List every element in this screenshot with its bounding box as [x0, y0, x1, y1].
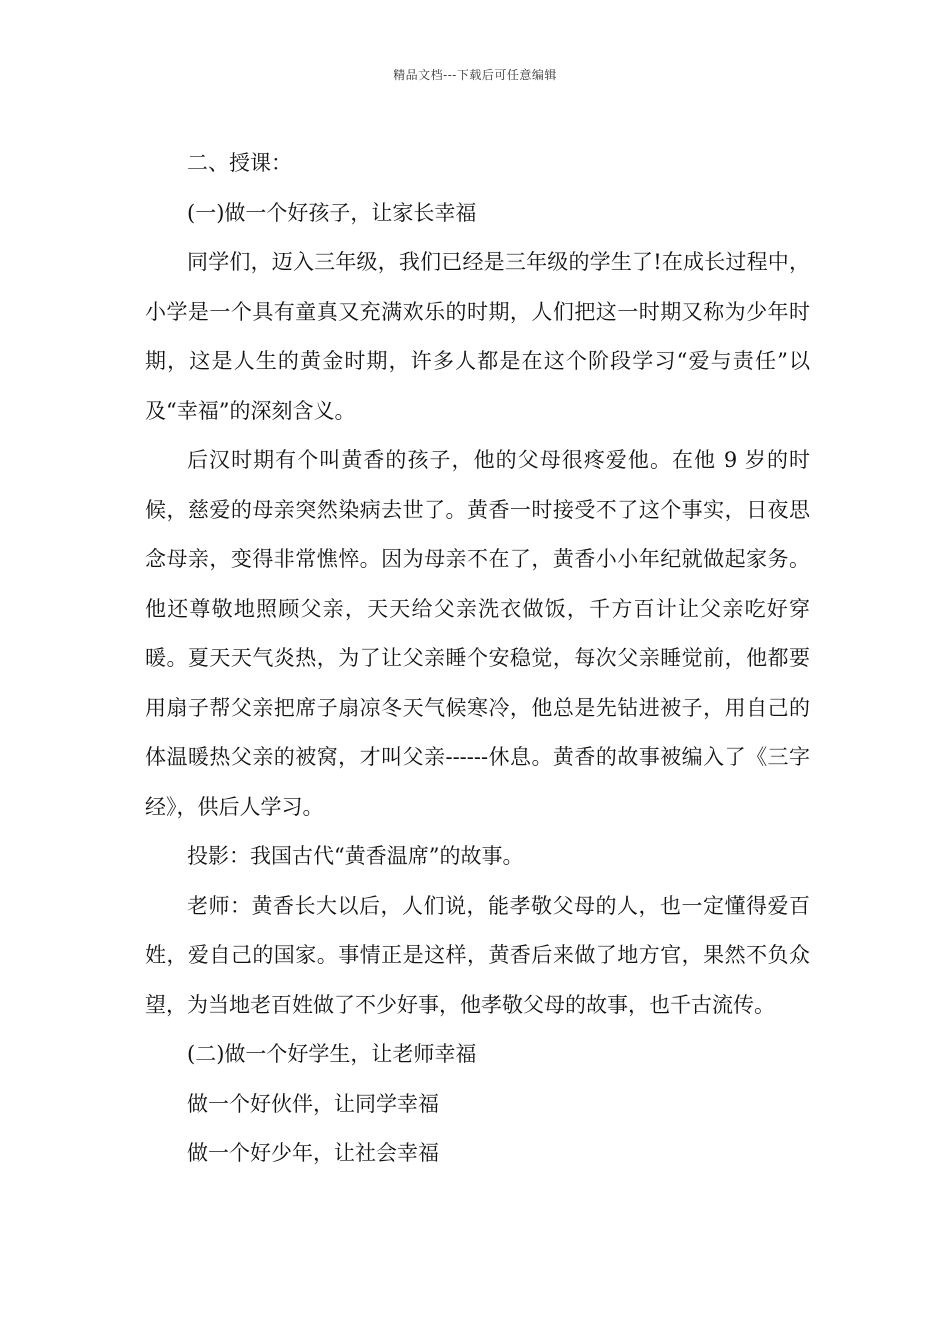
paragraph-projection: 投影：我国古代“黄香温席”的故事。: [187, 844, 524, 868]
paragraph-intro: 同学们，迈入三年级，我们已经是三年级的学生了!在成长过程中，小学是一个具有童真又充满欢乐的时期，人们把这一时期又称为少年时期，这是人生的黄金时期，许多人都是在这个阶段学习“爱与责任”以及“幸福”的深刻含义。: [145, 250, 810, 423]
paragraph-huangxiang-story: 后汉时期有个叫黄香的孩子，他的父母很疼爱他。在他 9 岁的时候，慈爱的母亲突然染病去世了。黄香一时接受不了这个事实，日夜思念母亲，变得非常憔悴。因为母亲不在了，黄香小小年纪就做起家务。他还尊敬地照顾父亲，天天给父亲洗衣做饭，千方百计让父亲吃好穿暖。夏天天气炎热，为了让父亲睡个安稳觉，每次父亲睡觉前，他都要用扇子帮父亲把席子扇凉冬天气候寒冷，他总是先钻进被子，用自己的体温暖热父亲的被窝，才叫父亲------休息。黄香的故事被编入了《三字经》，供后人学习。: [145, 448, 810, 819]
page-header: 精品文档---下载后可任意编辑: [393, 68, 557, 82]
list-item-partner: 做一个好伙伴，让同学幸福: [187, 1091, 439, 1116]
section-heading: 二、授课：: [187, 151, 292, 175]
list-item-youth: 做一个好少年，让社会幸福: [187, 1141, 439, 1165]
subsection-heading-2: (二)做一个好学生，让老师幸福: [187, 1042, 477, 1066]
paragraph-teacher: 老师：黄香长大以后，人们说，能孝敬父母的人，也一定懂得爱百姓，爱自己的国家。事情正是这样，黄香后来做了地方官，果然不负众望，为当地老百姓做了不少好事，他孝敬父母的故事，也千古流传。: [145, 893, 810, 1017]
document-body: [145, 139, 810, 1179]
subsection-heading-1: (一)做一个好孩子，让家长幸福: [187, 200, 477, 225]
